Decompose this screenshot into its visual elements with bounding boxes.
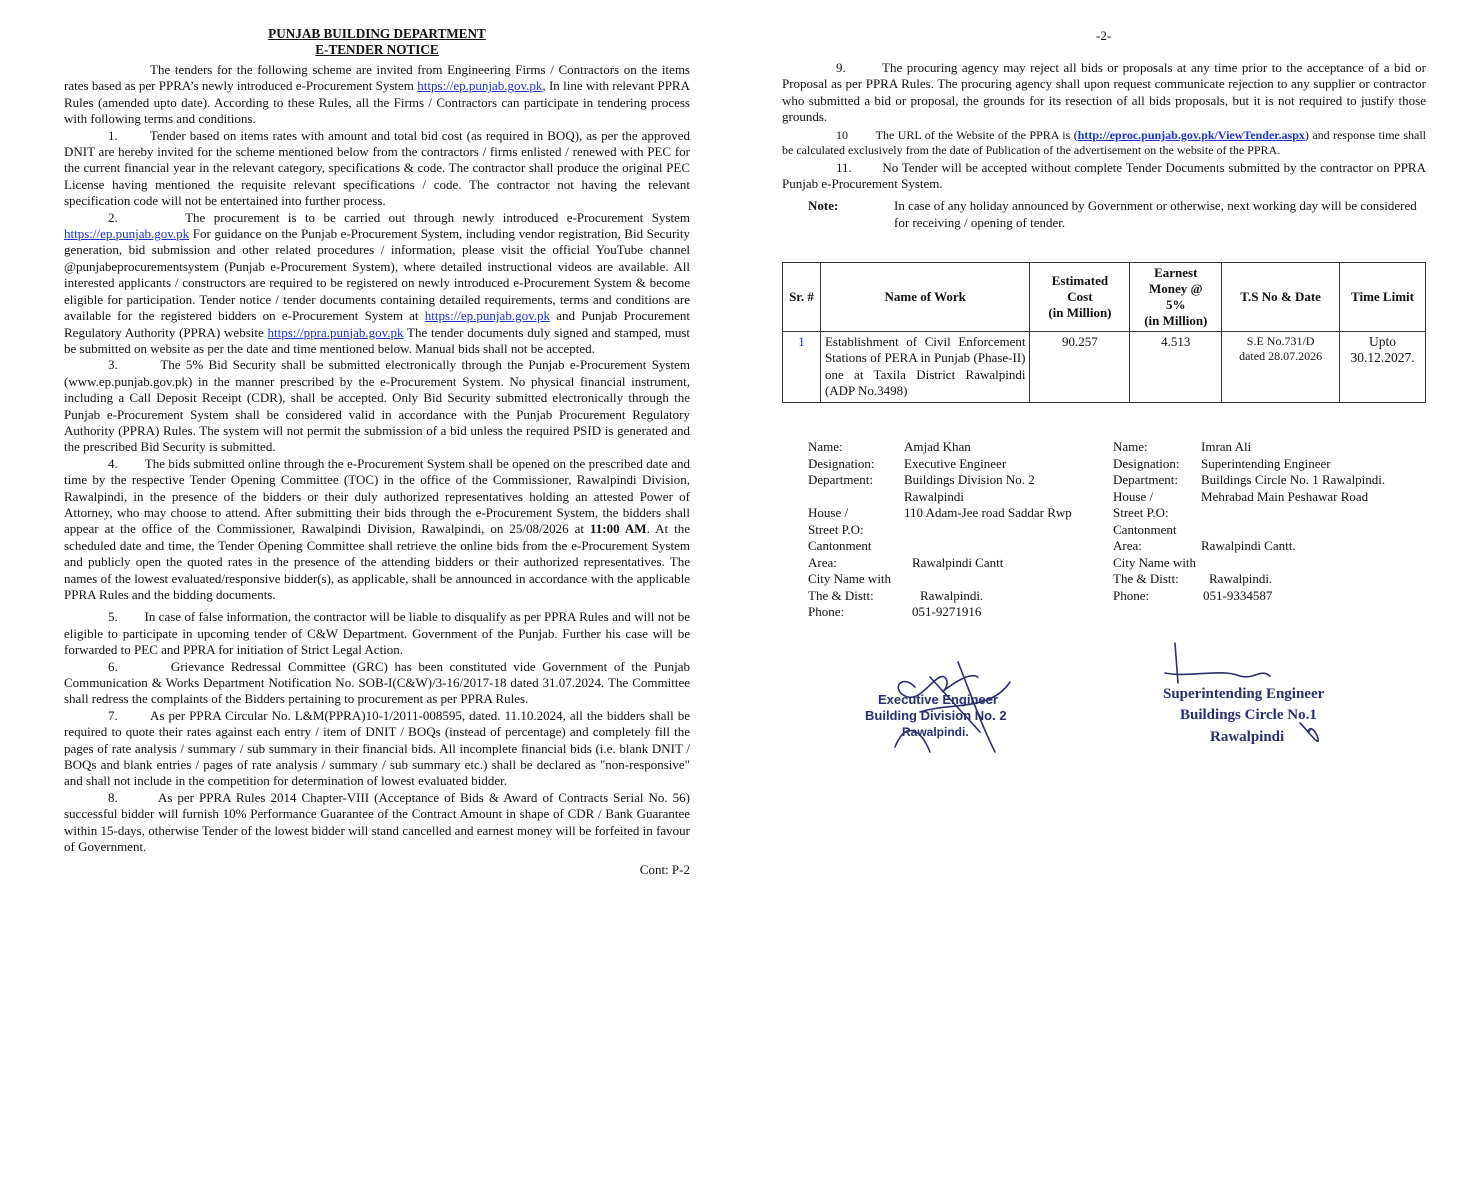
ep-punjab-link-3[interactable]: https://ep.punjab.gov.pk — [424, 308, 550, 324]
time-limit-line-1: Upto — [1369, 334, 1396, 349]
header-earnest-line-4: (in Million) — [1144, 313, 1208, 328]
contact-area: Rawalpindi Cantt — [912, 554, 1004, 570]
cell-sr: 1 — [783, 332, 821, 403]
stamp-line-1: Executive Engineer — [878, 692, 998, 707]
header-cost-line-1: Estimated — [1051, 273, 1109, 288]
contact-name: Imran Ali — [1201, 439, 1252, 454]
contact-label: Cantonment — [1113, 521, 1177, 537]
page-two — [782, 60, 1426, 231]
stamp-line-3: Rawalpindi — [1210, 729, 1285, 745]
header-ts-no-date: T.S No & Date — [1222, 263, 1340, 332]
cell-estimated-cost: 90.257 — [1030, 332, 1130, 403]
ppra-punjab-link[interactable]: https://ppra.punjab.gov.pk — [267, 324, 404, 340]
contact-label: Department: — [1113, 472, 1178, 487]
cell-time-limit — [1340, 332, 1426, 403]
cell-earnest-money: 4.513 — [1130, 332, 1222, 403]
table-row — [783, 332, 1426, 403]
clause-2-text-d: The tender documents duly signed and stamped, must be submitted on website as per the date and time mentioned below. Manual bids shall not be accepted. — [64, 324, 690, 356]
contact-superintending-engineer — [1113, 439, 1433, 604]
contact-name: Amjad Khan — [904, 439, 971, 454]
intro-text-a: The tenders for the following scheme are invited from Engineering Firms / Contractors on the items rates based as per PPRA’s newly introduced e-Procurement System — [64, 62, 690, 94]
clause-9: 9. The procuring agency may reject all bids or proposals at any time prior to the acceptance of a bid or Proposal as per PPRA Rules. The procuring agency shall upon request communicate rejection to any supplier or contractor who submitted a bid or proposal, the grounds for its resection of all bids proposals, but it is not required to justify those grounds. — [782, 60, 1426, 125]
page-number: -2- — [1096, 28, 1112, 43]
contact-district: Rawalpindi. — [1209, 571, 1273, 586]
ts-date: dated 28.07.2026 — [1239, 349, 1323, 363]
clause-10-text-b: ) and response time shall be calculated exclusively from the date of Publication of the advertisement on the website of the PPRA. — [782, 127, 1426, 157]
tender-table — [782, 262, 1426, 403]
department-title: PUNJAB BUILDING DEPARTMENT — [268, 26, 486, 41]
ts-number: S.E No.731/D — [1246, 334, 1315, 348]
cell-ts-no-date — [1222, 332, 1340, 403]
contact-label: Designation: — [1113, 455, 1180, 471]
time-limit-line-2: 30.12.2027. — [1350, 350, 1415, 366]
contact-address: Mehrabad Main Peshawar Road — [1201, 488, 1369, 504]
contact-label: House / — [808, 505, 849, 520]
clause-2-text-a: 2. The procurement is to be carried out through newly introduced e-Procurement System — [108, 209, 690, 225]
header-estimated-cost — [1030, 263, 1130, 332]
ep-punjab-link[interactable]: https://ep.punjab.gov.pk — [417, 78, 543, 94]
clause-2 — [64, 210, 690, 358]
header-earnest-line-2: Money @ — [1148, 281, 1203, 296]
note-text: In case of any holiday announced by Government or otherwise, next working day will be considered for receiving / opening of tender. — [894, 198, 1417, 230]
header-cost-line-3: (in Million) — [1048, 305, 1112, 320]
contact-label: The & Distt: — [808, 587, 874, 603]
contact-label: Street P.O: — [1113, 505, 1169, 520]
ep-punjab-link-2[interactable]: https://ep.punjab.gov.pk — [64, 226, 190, 242]
contact-label: Area: — [1113, 538, 1142, 553]
clause-2-text-c: and Punjab Procurement Regulatory Authority (PPRA) website — [64, 308, 690, 340]
notice-title: E-TENDER NOTICE — [315, 42, 439, 57]
clause-10-text-a: 10 The URL of the Website of the PPRA is ( — [836, 127, 1078, 142]
stamp-line-3: Rawalpindi. — [902, 725, 969, 739]
contact-label: Designation: — [808, 455, 875, 471]
page-one — [64, 26, 690, 878]
contact-label: Phone: — [1113, 587, 1150, 603]
note-label: Note: — [808, 198, 839, 214]
clause-4-text-b: . At the scheduled date and time, the Tender Opening Committee shall retrieve the online bids from the e-Procurement System and publicly open the quoted rates in the presence of the attending bidders or their authorized representatives. The names of the lowest evaluated/responsive bidder(s), as applicable, shall be announced in accordance with the applicable PPRA Rules and the bidding documents. — [64, 521, 690, 602]
contact-executive-engineer — [808, 439, 1108, 621]
clause-4-text-a: 4. The bids submitted online through the e-Procurement System shall be opened on the prescribed date and time by the respective Tender Opening Committee (TOC) in the office of the Commissioner, Rawalpindi Division, Rawalpindi, in the presence of the bidders or their duly authorized representatives holding an attested Power of Attorney, who may choose to attend. After submitting their bids through the e-Procurement System, the bidders shall appear at the office of the Commissioner, Rawalpindi Division, Rawalpindi, on 25/08/2026 at — [64, 455, 690, 537]
intro-paragraph — [64, 62, 690, 128]
contact-label: Street P.O: — [808, 521, 864, 537]
contact-label: City Name with — [1113, 554, 1197, 570]
cell-name-of-work: Establishment of Civil Enforcement Stations of PERA in Punjab (Phase-II) one at Taxila District Rawalpindi (ADP No.3498) — [820, 332, 1030, 403]
executive-engineer-signature — [860, 652, 1030, 762]
clause-7: 7. As per PPRA Circular No. L&M(PPRA)10-1/2011-008595, dated. 11.10.2024, all the bidders shall be required to quote their rates against each entry / item of DNIT / BOQs (instead of percentage) and completely fill the pages of rate analysis / summary / sub summary in their financial bids. All incomplete financial bids (i.e. blank DNIT / BOQs and blank entries / pages of rate analysis / summary / sub summary etc.) shall be declared as "non-responsive" and shall not include in the competition for determination of lowest evaluated bidder. — [64, 707, 690, 789]
contact-designation: Executive Engineer — [904, 455, 1007, 471]
stamp-line-2: Buildings Circle No.1 — [1180, 707, 1317, 723]
contact-label: City Name with — [808, 571, 892, 586]
contact-label: Name: — [1113, 439, 1148, 454]
note-block — [782, 198, 1426, 231]
intro-text-b: , In line with relevant PPRA Rules (amended upto date). According to these Rules, all the Firms / Contractors can participate in tendering process with following terms and conditions. — [64, 78, 690, 127]
clause-11: 11. No Tender will be accepted without complete Tender Documents submitted by the contractor on PPRA Punjab e-Procurement System. — [782, 159, 1426, 192]
stamp-line-2: Building Division No. 2 — [865, 708, 1007, 723]
contact-district: Rawalpindi. — [920, 587, 984, 603]
table-header-row — [783, 263, 1426, 332]
contact-phone: 051-9334587 — [1203, 587, 1273, 603]
eproc-punjab-link[interactable]: http://eproc.punjab.gov.pk/ViewTender.aspx — [1077, 127, 1305, 142]
clause-1: 1. Tender based on items rates with amount and total bid cost (as required in BOQ), as per the approved DNIT are hereby invited for the scheme mentioned below from the contractors / firms enlisted / renewed with PEC for the current financial year in the relevant category, specifications & code. The contractor shall produce the original PEC License having mentioned the requisite relevant specifications / code. The contractor not having the relevant specification code will not be entertained into further process. — [64, 127, 690, 209]
signature-stamp-image — [860, 652, 1030, 762]
contact-address: 110 Adam-Jee road Saddar Rwp — [904, 505, 1072, 520]
header-cost-line-2: Cost — [1067, 289, 1093, 304]
contact-label: Name: — [808, 439, 843, 454]
header-time-limit: Time Limit — [1340, 263, 1426, 332]
contact-department-city: Rawalpindi — [904, 488, 964, 504]
contact-department: Buildings Circle No. 1 Rawalpindi. — [1201, 472, 1386, 487]
clause-4 — [64, 456, 690, 604]
contact-label: House / — [1113, 488, 1154, 504]
contact-label: Phone: — [808, 604, 845, 619]
contact-label: Cantonment — [808, 538, 872, 553]
signature-stamp-image — [1160, 638, 1340, 748]
clause-2-text-b: For guidance on the Punjab e-Procurement System, including vendor registration, Bid Security generation, bid submission and other related procedures / information, please visit the official YouTube channel @punjabeprocurementsystem (Punjab e-Procurement System), where detailed instructional videos are available. All interested applicants / constructors are required to be registered on newly introduced e-Procurement System & become eligible for participation. Tender notice / tender documents containing detailed requirements, terms and conditions are available for the registered bidders on e-Procurement System at — [64, 226, 690, 324]
contact-label: Area: — [808, 554, 837, 570]
clause-3: 3. The 5% Bid Security shall be submitted electronically through the Punjab e-Procurement System (www.ep.punjab.gov.pk) in the manner prescribed by the e-Procurement System. No physical financial instrument, including a Call Deposit Receipt (CDR), shall be accepted. Only Bid Security submitted electronically through the Punjab e-Procurement System shall be considered valid in accordance with the Punjab Procurement Regulatory Authority (PPRA) Rules. The system will not permit the submission of a bid unless the required PSID is generated and the prescribed Bid Security is submitted. — [64, 357, 690, 455]
header-earnest-line-1: Earnest — [1154, 265, 1198, 280]
contact-label: The & Distt: — [1113, 571, 1179, 586]
contact-designation: Superintending Engineer — [1201, 455, 1331, 471]
contact-department: Buildings Division No. 2 — [904, 472, 1035, 487]
header-earnest-line-3: 5% — [1166, 297, 1186, 312]
superintending-engineer-signature — [1160, 638, 1340, 748]
stamp-line-1: Superintending Engineer — [1163, 686, 1325, 702]
contact-area: Rawalpindi Cantt. — [1201, 538, 1296, 553]
clause-6: 6. Grievance Redressal Committee (GRC) has been constituted vide Government of the Punjab Communication & Works Department Notification No. SOB-I(C&W)/3-16/2017-18 dated 31.07.2024. The Committee shall redress the complaints of the Bidders pertaining to procurement as per PPRA Rules. — [64, 658, 690, 707]
opening-time: 11:00 AM — [590, 521, 647, 537]
header-name-of-work: Name of Work — [820, 263, 1030, 332]
contact-phone: 051-9271916 — [912, 604, 982, 619]
clause-10 — [782, 128, 1426, 158]
header-earnest-money — [1130, 263, 1222, 332]
header-sr: Sr. # — [783, 263, 821, 332]
clause-5: 5. In case of false information, the contractor will be liable to disqualify as per PPRA Rules and will not be eligible to participate in upcoming tender of C&W Department. Government of the Punjab. Further his case will be forwarded to PEC and PPRA for initiation of Strict Legal Action. — [64, 609, 690, 658]
contact-label: Department: — [808, 472, 873, 487]
continued-label: Cont: P-2 — [639, 861, 690, 877]
clause-8: 8. As per PPRA Rules 2014 Chapter-VIII (Acceptance of Bids & Award of Contracts Serial No. 56) successful bidder will furnish 10% Performance Guarantee of the Contract Amount in shape of CDR / Bank Guarantee within 15-days, otherwise Tender of the lowest bidder will stand cancelled and earnest money will be forfeited in favour of Government. — [64, 789, 690, 855]
